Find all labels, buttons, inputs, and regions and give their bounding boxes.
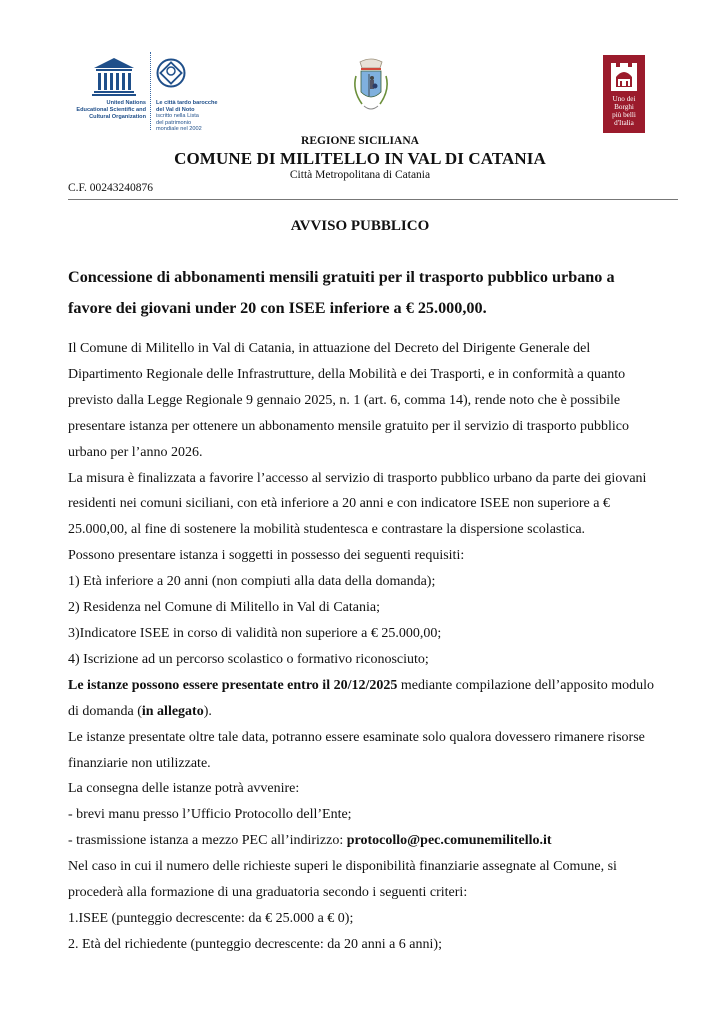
- notice-subject: [68, 262, 688, 324]
- municipal-crest-icon: [350, 56, 392, 122]
- requirement-item: 4) Iscrizione ad un percorso scolastico o formativo riconosciuto;: [68, 651, 429, 667]
- intro-line: urbano per l’anno 2026.: [68, 444, 203, 460]
- unesco-org-line: Cultural Organization: [89, 113, 146, 120]
- intro-line: Dipartimento Regionale delle Infrastrutture, della Mobilità e dei Trasporti, e in conformità a quanto: [68, 366, 626, 382]
- comune-name: COMUNE DI MILITELLO IN VAL DI CATANIA: [174, 149, 546, 168]
- ranking-line: procederà alla formazione di una graduatoria secondo i seguenti criteri:: [68, 885, 468, 901]
- header-divider: [68, 199, 678, 200]
- unesco-org-name: [70, 100, 146, 120]
- borghi-logo: [603, 55, 645, 133]
- delivery-pec-text: - trasmissione istanza a mezzo PEC all’indirizzo:: [68, 833, 347, 849]
- deadline-text: ).: [203, 703, 212, 719]
- castle-tower-icon: [609, 61, 639, 91]
- notice-title: AVVISO PUBBLICO: [290, 218, 430, 234]
- intro-line: presentare istanza per ottenere un abbonamento mensile gratuito per il servizio di trasporto pubblico: [68, 418, 629, 434]
- borghi-line: d'Italia: [614, 119, 634, 127]
- borghi-line: Borghi: [614, 103, 634, 111]
- purpose-line: residenti nei comuni siciliani, con età inferiore a 20 anni e con indicatore ISEE non superiore a €: [68, 496, 610, 512]
- world-heritage-block: [156, 48, 236, 134]
- whc-title-line: del Val di Noto: [156, 106, 195, 113]
- notice-body: [68, 336, 688, 958]
- delivery-intro: La consegna delle istanze potrà avvenire:: [68, 781, 300, 797]
- late-submission-line: finanziarie non utilizzate.: [68, 755, 211, 771]
- unesco-divider: [150, 52, 151, 130]
- borghi-text: [603, 95, 645, 127]
- deadline-line: [68, 673, 688, 699]
- intro-line: Il Comune di Militello in Val di Catania, in attuazione del Decreto del Dirigente Generale del: [68, 341, 591, 356]
- requirement-item: 2) Residenza nel Comune di Militello in Val di Catania;: [68, 600, 380, 616]
- requirement-item: 3)Indicatore ISEE in corso di validità non superiore a € 25.000,00;: [68, 625, 442, 641]
- world-heritage-icon: [156, 58, 186, 88]
- requirement-item: 1) Età inferiore a 20 anni (non compiuti alla data della domanda);: [68, 574, 436, 590]
- delivery-option-pec: [68, 828, 688, 854]
- intro-line: previsto dalla Legge Regionale 9 gennaio 2025, n. 1 (art. 6, comma 14), rende noto che è possibile: [68, 392, 621, 408]
- deadline-text: di domanda (: [68, 703, 142, 719]
- subject-line: Concessione di abbonamenti mensili gratuiti per il trasporto pubblico urbano a: [68, 268, 615, 286]
- purpose-line: La misura è finalizzata a favorire l’accesso al servizio di trasporto pubblico urbano da parte dei giovani: [68, 470, 647, 486]
- requirements-intro: Possono presentare istanza i soggetti in possesso dei seguenti requisiti:: [68, 548, 465, 564]
- whc-note-line: mondiale nel 2002: [156, 126, 202, 133]
- unesco-org-line: United Nations: [106, 100, 146, 106]
- unesco-org-line: Educational Scientific and: [76, 106, 146, 113]
- region-name: REGIONE SICILIANA: [301, 135, 419, 147]
- pec-email-link[interactable]: protocollo@pec.comunemilitello.it: [346, 833, 552, 849]
- whc-title-line: Le città tardo barocche: [156, 100, 218, 106]
- criterion-item: 1.ISEE (punteggio decrescente: da € 25.000 a € 0);: [68, 910, 354, 926]
- subject-line: favore dei giovani under 20 con ISEE inferiore a € 25.000,00.: [68, 299, 487, 317]
- tax-code: C.F. 00243240876: [68, 182, 154, 194]
- unesco-emblem: [70, 48, 146, 134]
- deadline-date: Le istanze possono essere presentate entro il 20/12/2025: [68, 677, 398, 693]
- borghi-line: Uno dei: [612, 95, 636, 103]
- late-submission-line: Le istanze presentate oltre tale data, potranno essere esaminate solo qualora dovessero rimanere risorse: [68, 729, 645, 745]
- delivery-option-hand: - brevi manu presso l’Ufficio Protocollo dell’Ente;: [68, 807, 352, 823]
- ranking-line: Nel caso in cui il numero delle richieste superi le disponibilità finanziarie assegnate al Comune, si: [68, 859, 617, 875]
- criterion-item: 2. Età del richiedente (punteggio decrescente: da 20 anni a 6 anni);: [68, 936, 442, 952]
- whc-note-line: del patrimonio: [156, 119, 192, 126]
- deadline-text: mediante compilazione dell’apposito modulo: [397, 677, 654, 693]
- whc-note-line: iscritto nella Lista: [156, 113, 199, 120]
- attachment-note: in allegato: [141, 703, 204, 719]
- purpose-line: 25.000,00, al fine di sostenere la mobilità studentesca e contrastare la dispersione scolastica.: [68, 522, 586, 538]
- borghi-line: più belli: [612, 111, 636, 119]
- world-heritage-text: [156, 100, 236, 133]
- unesco-temple-icon: [92, 56, 136, 98]
- metropolitan-city: Città Metropolitana di Catania: [289, 169, 431, 181]
- deadline-line-2: [68, 699, 688, 725]
- unesco-logo: [70, 48, 230, 134]
